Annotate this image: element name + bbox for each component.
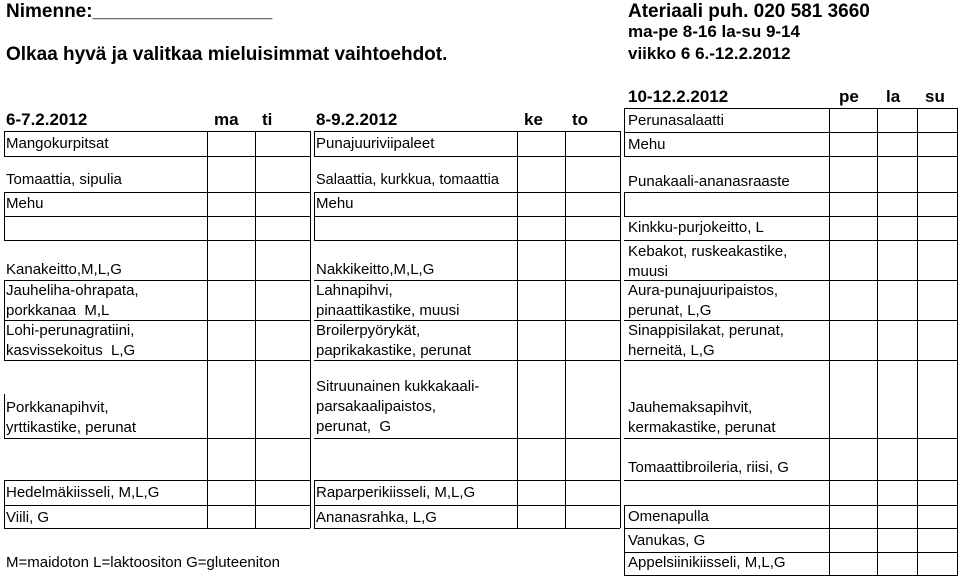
rule — [310, 131, 311, 528]
rule — [4, 320, 310, 321]
rule — [877, 108, 878, 575]
rule — [829, 108, 830, 575]
col2-item-5: Lahnapihvi, pinaattikastike, muusi — [316, 282, 460, 319]
rule — [4, 505, 310, 506]
col1-item-7: Porkkanapihvit, yrttikastike, perunat — [6, 399, 137, 436]
rule — [4, 192, 310, 193]
rule — [565, 131, 566, 528]
rule — [624, 528, 958, 529]
rule — [624, 360, 958, 361]
rule — [624, 108, 625, 156]
rule — [624, 192, 625, 216]
rule — [314, 505, 620, 506]
rule — [624, 480, 958, 481]
col3-day-su: su — [925, 87, 945, 106]
rule — [314, 240, 620, 241]
rule — [624, 552, 958, 553]
rule — [4, 156, 310, 157]
rule — [624, 280, 958, 281]
checkbox-su-perunasalaatti[interactable] — [918, 109, 956, 132]
rule — [624, 156, 958, 157]
rule — [620, 131, 621, 528]
col2-item-9: Ananasrahka, L,G — [316, 509, 437, 526]
col2-item-3: Mehu — [316, 195, 354, 212]
col3-item-7: Sinappisilakat, perunat, herneitä, L,G — [628, 322, 784, 359]
col3-item-9: Tomaattibroileria, riisi, G — [628, 459, 789, 476]
rule — [314, 438, 620, 439]
rule — [314, 320, 620, 321]
checkbox-ma-mangokurpitsat[interactable] — [208, 132, 254, 156]
rule — [4, 192, 5, 240]
col3-item-11: Vanukas, G — [628, 532, 706, 549]
col1-item-3: Mehu — [6, 195, 44, 212]
col3-item-10: Omenapulla — [628, 508, 709, 525]
col3-day-la: la — [886, 87, 901, 106]
col2-item-1: Punajuuriviipaleet — [316, 135, 435, 152]
col1-date: 6-7.2.2012 — [6, 110, 88, 129]
rule — [917, 108, 918, 575]
rule — [4, 480, 5, 528]
rule — [314, 131, 315, 156]
rule — [314, 480, 315, 528]
rule — [4, 280, 310, 281]
rule — [4, 240, 310, 241]
col3-item-3: Punakaali-ananasraaste — [628, 173, 790, 190]
rule — [314, 192, 620, 193]
col1-item-5: Jauheliha-ohrapata, porkkanaa M,L — [6, 282, 139, 319]
col1-item-9: Viili, G — [6, 509, 50, 526]
col2-day-to: to — [572, 110, 589, 129]
col3-item-8: Jauhemaksapihvit, kermakastike, perunat — [628, 399, 776, 436]
rule — [4, 360, 310, 361]
col2-item-4: Nakkikeitto,M,L,G — [316, 261, 435, 278]
rule — [4, 216, 310, 217]
col2-item-2: Salaattia, kurkkua, tomaattia — [316, 172, 499, 188]
col1-item-2: Tomaattia, sipulia — [6, 171, 122, 188]
col3-date: 10-12.2.2012 — [628, 87, 729, 106]
col3-item-2: Mehu — [628, 136, 666, 153]
rule — [624, 505, 958, 506]
col3-day-pe: pe — [839, 87, 859, 106]
checkbox-ke-punajuuriviipaleet[interactable] — [518, 132, 564, 156]
checkbox-pe-perunasalaatti[interactable] — [830, 109, 876, 132]
col2-item-7: Sitruunainen kukkakaali- parsakaalipaistos, perunat, G — [316, 378, 480, 435]
rule — [314, 528, 620, 529]
restaurant-phone: Ateriaali puh. 020 581 3660 — [628, 1, 870, 22]
col3-item-6: Aura-punajuuripaistos, perunat, L,G — [628, 282, 779, 319]
rule — [624, 192, 958, 193]
opening-hours: ma-pe 8-16 la-su 9-14 — [628, 22, 800, 41]
rule — [4, 480, 310, 481]
col1-item-8: Hedelmäkiisseli, M,L,G — [6, 484, 160, 501]
col1-item-1: Mangokurpitsat — [6, 135, 109, 152]
rule — [624, 575, 958, 576]
rule — [314, 192, 315, 216]
rule — [517, 131, 518, 528]
col1-day-ti: ti — [262, 110, 273, 129]
checkbox-ti-mangokurpitsat[interactable] — [256, 132, 309, 156]
rule — [4, 394, 5, 438]
col3-item-1: Perunasalaatti — [628, 112, 724, 129]
col2-item-6: Broilerpyörykät, paprikakastike, perunat — [316, 322, 472, 359]
col1-item-6: Lohi-perunagratiini, kasvissekoitus L,G — [6, 322, 136, 359]
rule — [624, 320, 958, 321]
checkbox-to-punajuuriviipaleet[interactable] — [566, 132, 619, 156]
rule — [4, 438, 310, 439]
rule — [314, 216, 315, 240]
col2-date: 8-9.2.2012 — [316, 110, 398, 129]
col2-day-ke: ke — [524, 110, 543, 129]
rule — [957, 108, 958, 575]
col2-item-8: Raparperikiisseli, M,L,G — [316, 484, 476, 501]
rule — [624, 132, 958, 133]
diet-legend: M=maidoton L=laktoositon G=gluteeniton — [6, 554, 280, 571]
rule — [207, 131, 208, 528]
rule — [4, 280, 5, 360]
rule — [624, 505, 625, 575]
rule — [624, 216, 958, 217]
col3-item-5: Kebakot, ruskeakastike, muusi — [628, 243, 788, 280]
col3-item-12: Appelsiinikiisseli, M,L,G — [628, 554, 786, 571]
rule — [314, 360, 620, 361]
col1-item-4: Kanakeitto,M,L,G — [6, 261, 122, 278]
col1-day-ma: ma — [214, 110, 239, 129]
col3-item-4: Kinkku-purjokeitto, L — [628, 219, 764, 236]
name-label[interactable]: Nimenne:_________________ — [6, 1, 273, 22]
rule — [4, 528, 310, 529]
rule — [624, 438, 958, 439]
rule — [255, 131, 256, 528]
checkbox-la-perunasalaatti[interactable] — [878, 109, 916, 132]
instruction-text: Olkaa hyvä ja valitkaa mieluisimmat vaihtoehdot. — [6, 44, 448, 65]
rule — [4, 131, 5, 156]
rule — [624, 240, 958, 241]
rule — [314, 280, 620, 281]
week-label: viikko 6 6.-12.2.2012 — [628, 44, 791, 63]
rule — [314, 216, 620, 217]
rule — [314, 156, 620, 157]
rule — [314, 480, 620, 481]
